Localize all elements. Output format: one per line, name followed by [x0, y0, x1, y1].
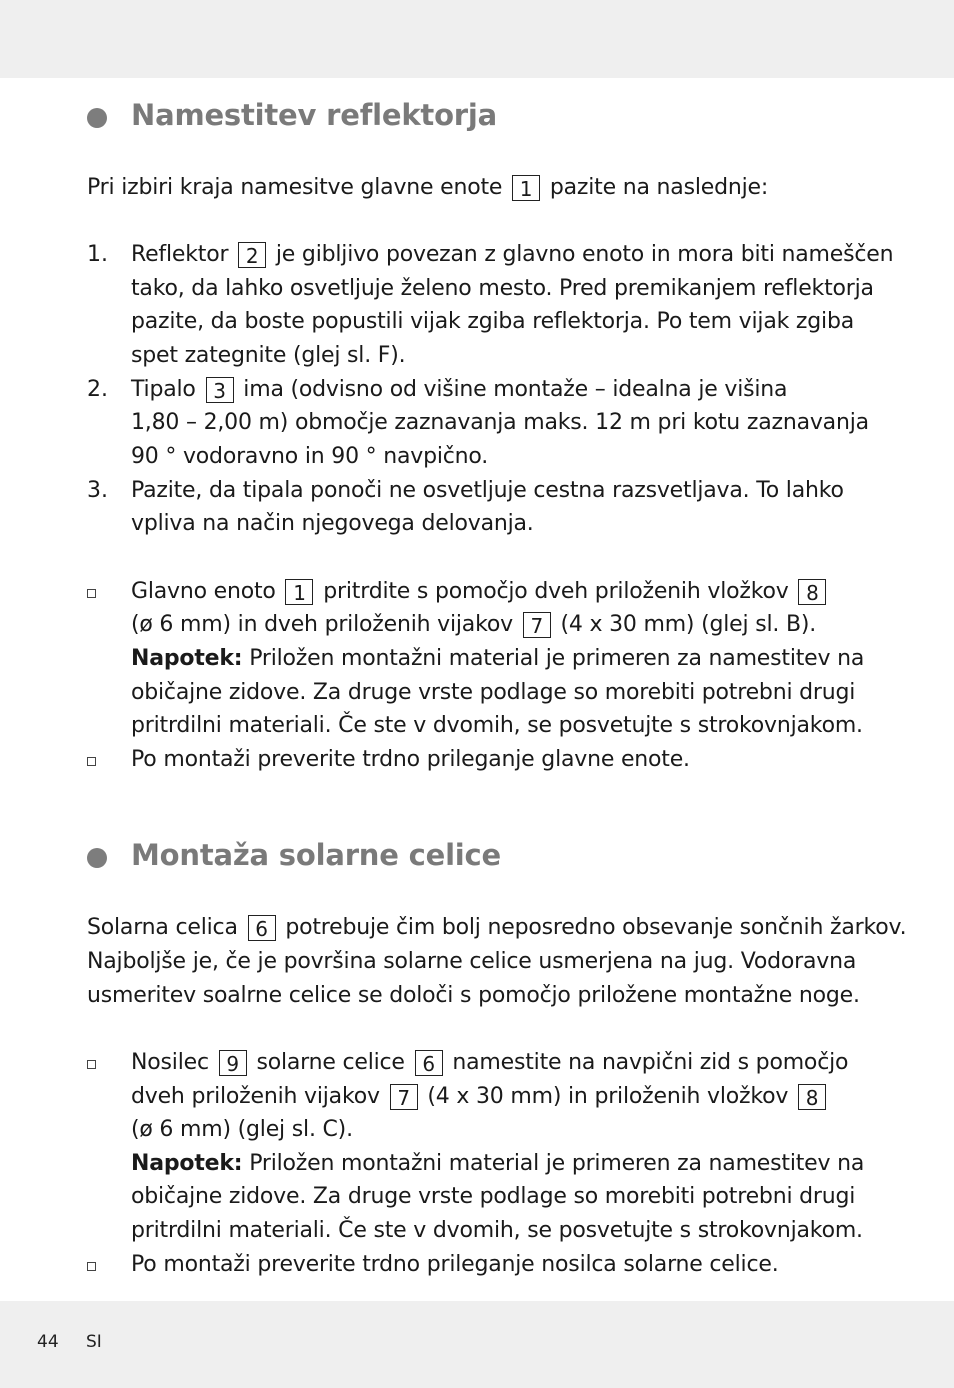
list-item-line: Pazite, da tipala ponoči ne osvetljuje cestna razsvetljava. To lahko: [131, 478, 844, 503]
list-item-line: 1,80 – 2,00 m) območje zaznavanja maks. 12 m pri kotu zaznavanja: [131, 410, 869, 435]
list-item-line: vpliva na način njegovega delovanja.: [131, 511, 534, 536]
checkbox-square-icon: [87, 589, 96, 598]
note-line: običajne zidove. Za druge vrste podlage so morebiti potrebni drugi: [131, 1184, 856, 1209]
intro-paragraph: Solarna celica 6 potrebuje čim bolj neposredno obsevanje sončnih žarkov.: [87, 915, 907, 941]
bullet-line: dveh priloženih vijakov 7 (4 x 30 mm) in priloženih vložkov 8: [131, 1080, 829, 1114]
heading-bullet-icon: [87, 108, 107, 128]
checkbox-square-icon: [87, 1060, 96, 1069]
list-item-line: 90 ° vodoravno in 90 ° navpično.: [131, 444, 489, 469]
ref-box: 1: [285, 579, 313, 605]
note-line: pritrdilni materiali. Če ste v dvomih, se posvetujte s strokovnjakom.: [131, 713, 863, 738]
bullet-line: (ø 6 mm) (glej sl. C).: [131, 1117, 353, 1142]
note-line: pritrdilni materiali. Če ste v dvomih, se posvetujte s strokovnjakom.: [131, 1218, 863, 1243]
bullet-line: Nosilec 9 solarne celice 6 namestite na navpični zid s pomočjo: [131, 1050, 849, 1076]
bullet-line: (ø 6 mm) in dveh priloženih vijakov 7 (4 x 30 mm) (glej sl. B).: [131, 612, 817, 638]
ref-box: 9: [219, 1050, 247, 1076]
section-heading-solar: Montaža solarne celice: [131, 838, 502, 872]
language-code: SI: [86, 1332, 102, 1352]
list-number: 3.: [87, 478, 108, 503]
ref-box: 3: [206, 377, 234, 403]
list-item-line: Reflektor 2 je gibljivo povezan z glavno enoto in mora biti nameščen: [131, 242, 894, 268]
note-line: Napotek: Priložen montažni material je primeren za namestitev na: [131, 1151, 865, 1176]
ref-box: 1: [512, 175, 540, 201]
checkbox-square-icon: [87, 757, 96, 766]
list-item-line: spet zategnite (glej sl. F).: [131, 343, 406, 368]
intro-paragraph-line: Najboljše je, če je površina solarne celice usmerjena na jug. Vodoravna: [87, 949, 857, 974]
list-number: 1.: [87, 242, 108, 267]
note-line: običajne zidove. Za druge vrste podlage so morebiti potrebni drugi: [131, 680, 856, 705]
intro-text: Pri izbiri kraja namesitve glavne enote: [87, 175, 503, 200]
ref-box: 8: [798, 1084, 826, 1110]
ref-box: 2: [238, 242, 266, 268]
page-number: 44: [37, 1332, 59, 1352]
bullet-line: Glavno enoto 1 pritrdite s pomočjo dveh priloženih vložkov 8: [131, 575, 829, 609]
list-number: 2.: [87, 377, 108, 402]
list-item-line: tako, da lahko osvetljuje želeno mesto. Pred premikanjem reflektorja: [131, 276, 874, 301]
intro-text: pazite na naslednje:: [549, 175, 769, 200]
bottom-band: [0, 1301, 954, 1388]
list-item-line: Tipalo 3 ima (odvisno od višine montaže – idealna je višina: [131, 377, 788, 403]
ref-box: 6: [415, 1050, 443, 1076]
top-band: [0, 0, 954, 78]
ref-box: 8: [798, 579, 826, 605]
heading-bullet-icon: [87, 848, 107, 868]
note-label: Napotek:: [131, 646, 243, 671]
intro-paragraph: [87, 171, 768, 205]
note-line: Napotek: Priložen montažni material je primeren za namestitev na: [131, 646, 865, 671]
list-item-line: pazite, da boste popustili vijak zgiba reflektorja. Po tem vijak zgiba: [131, 309, 855, 334]
section-heading-reflector: Namestitev reflektorja: [131, 98, 498, 132]
ref-box: 6: [248, 915, 276, 941]
ref-box: 7: [523, 612, 551, 638]
intro-paragraph-line: usmeritev soalrne celice se določi s pomočjo priložene montažne noge.: [87, 983, 860, 1008]
bullet-line: Po montaži preverite trdno prileganje glavne enote.: [131, 747, 690, 772]
note-label: Napotek:: [131, 1151, 243, 1176]
checkbox-square-icon: [87, 1262, 96, 1271]
ref-box: 7: [390, 1084, 418, 1110]
bullet-line: Po montaži preverite trdno prileganje nosilca solarne celice.: [131, 1252, 779, 1277]
